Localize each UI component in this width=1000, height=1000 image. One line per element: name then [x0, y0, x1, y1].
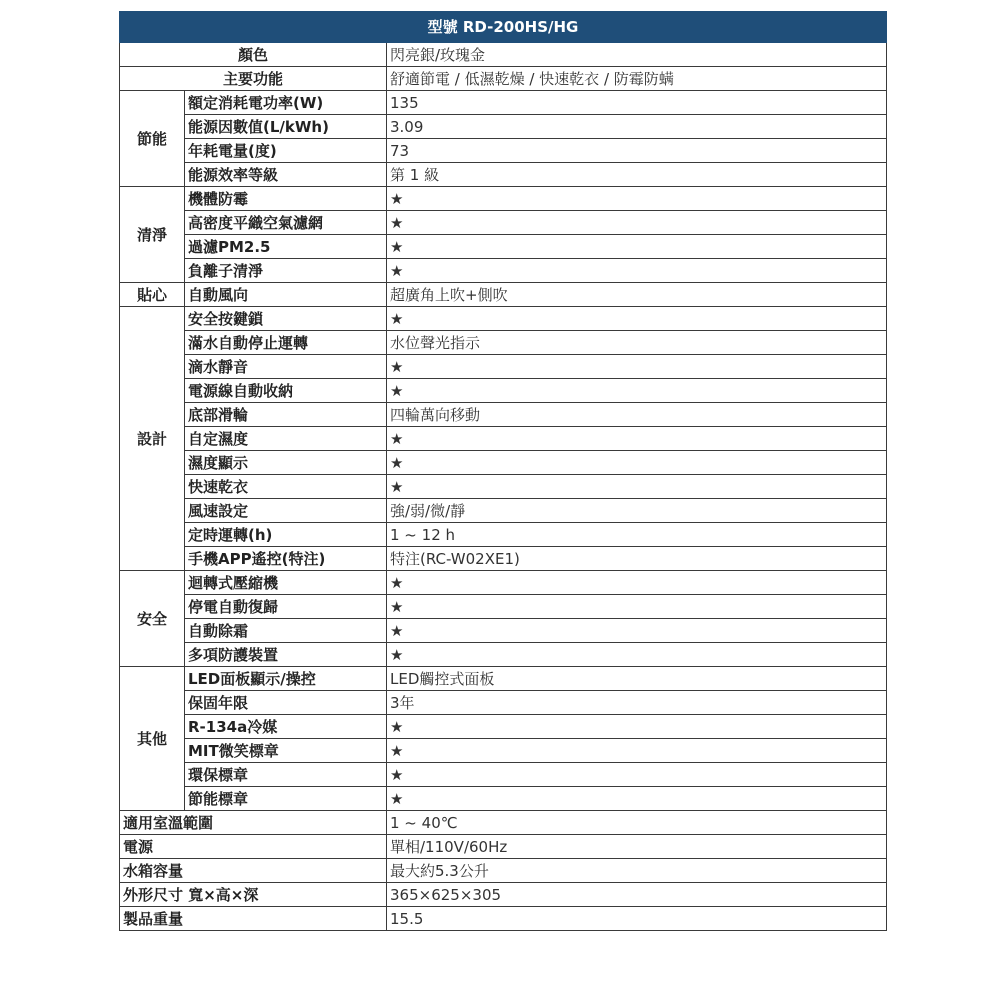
spec-label: 迴轉式壓縮機: [185, 571, 387, 595]
spec-value: 特注(RC-W02XE1): [387, 547, 887, 571]
spec-value: 水位聲光指示: [387, 331, 887, 355]
table-row: [120, 859, 887, 883]
table-row: [120, 427, 887, 451]
spec-label: 保固年限: [185, 691, 387, 715]
spec-value: ★: [387, 571, 887, 595]
table-row: [120, 739, 887, 763]
spec-value: ★: [387, 595, 887, 619]
spec-label: LED面板顯示/操控: [185, 667, 387, 691]
spec-value: 最大約5.3公升: [387, 859, 887, 883]
spec-value: ★: [387, 427, 887, 451]
spec-value: 第 1 級: [387, 163, 887, 187]
table-row: [120, 763, 887, 787]
spec-label: 滿水自動停止運轉: [185, 331, 387, 355]
table-row: [120, 499, 887, 523]
spec-label: R-134a冷媒: [185, 715, 387, 739]
spec-value: 365×625×305: [387, 883, 887, 907]
spec-value: 1 ~ 12 h: [387, 523, 887, 547]
spec-value: ★: [387, 787, 887, 811]
spec-label: 能源效率等級: [185, 163, 387, 187]
spec-value: ★: [387, 235, 887, 259]
spec-label: MIT微笑標章: [185, 739, 387, 763]
spec-value: 舒適節電 / 低濕乾燥 / 快速乾衣 / 防霉防螨: [387, 67, 887, 91]
spec-label: 停電自動復歸: [185, 595, 387, 619]
table-row: [120, 115, 887, 139]
spec-value: ★: [387, 187, 887, 211]
spec-value: 閃亮銀/玫瑰金: [387, 43, 887, 67]
spec-label: 年耗電量(度): [185, 139, 387, 163]
table-row: [120, 403, 887, 427]
spec-value: ★: [387, 259, 887, 283]
table-row: [120, 547, 887, 571]
spec-value: 73: [387, 139, 887, 163]
spec-label: 自動除霜: [185, 619, 387, 643]
table-row: [120, 691, 887, 715]
spec-value: ★: [387, 379, 887, 403]
spec-table: [119, 11, 887, 931]
spec-label: 風速設定: [185, 499, 387, 523]
spec-label: 電源: [120, 835, 387, 859]
spec-value: ★: [387, 715, 887, 739]
spec-label: 額定消耗電功率(W): [185, 91, 387, 115]
table-row: [120, 259, 887, 283]
table-row: [120, 883, 887, 907]
spec-label: 滴水靜音: [185, 355, 387, 379]
spec-label: 自定濕度: [185, 427, 387, 451]
spec-value: ★: [387, 355, 887, 379]
spec-label: 機體防霉: [185, 187, 387, 211]
spec-value: ★: [387, 763, 887, 787]
spec-label: 負離子清淨: [185, 259, 387, 283]
spec-label: 手機APP遙控(特注): [185, 547, 387, 571]
spec-label: 安全按鍵鎖: [185, 307, 387, 331]
table-row: [120, 187, 887, 211]
table-row: [120, 91, 887, 115]
table-row: [120, 451, 887, 475]
spec-label: 製品重量: [120, 907, 387, 931]
spec-label: 主要功能: [120, 67, 387, 91]
table-row: [120, 595, 887, 619]
table-row: [120, 475, 887, 499]
spec-value: ★: [387, 211, 887, 235]
table-row: [120, 307, 887, 331]
table-row: [120, 283, 887, 307]
table-row: [120, 715, 887, 739]
spec-value: 15.5: [387, 907, 887, 931]
spec-value: ★: [387, 739, 887, 763]
spec-label: 環保標章: [185, 763, 387, 787]
spec-label: 過濾PM2.5: [185, 235, 387, 259]
table-row: [120, 523, 887, 547]
table-row: [120, 211, 887, 235]
model-title: 型號 RD-200HS/HG: [120, 12, 887, 43]
table-row: [120, 139, 887, 163]
spec-value: ★: [387, 643, 887, 667]
spec-value: 1 ~ 40℃: [387, 811, 887, 835]
spec-label: 水箱容量: [120, 859, 387, 883]
category-cell: 設計: [120, 307, 185, 571]
spec-value: 單相/110V/60Hz: [387, 835, 887, 859]
table-row: [120, 355, 887, 379]
table-row: [120, 619, 887, 643]
spec-label: 自動風向: [185, 283, 387, 307]
spec-value: 135: [387, 91, 887, 115]
spec-label: 節能標章: [185, 787, 387, 811]
category-cell: 貼心: [120, 283, 185, 307]
spec-value: LED觸控式面板: [387, 667, 887, 691]
spec-value: 四輪萬向移動: [387, 403, 887, 427]
table-row: [120, 907, 887, 931]
spec-label: 多項防護裝置: [185, 643, 387, 667]
spec-value: ★: [387, 619, 887, 643]
title-row: [120, 12, 887, 43]
spec-value: 強/弱/微/靜: [387, 499, 887, 523]
spec-label: 外形尺寸 寬×高×深: [120, 883, 387, 907]
table-row: [120, 163, 887, 187]
spec-value: 3年: [387, 691, 887, 715]
spec-label: 適用室溫範圍: [120, 811, 387, 835]
category-cell: 清淨: [120, 187, 185, 283]
table-row: [120, 379, 887, 403]
spec-value: 超廣角上吹+側吹: [387, 283, 887, 307]
table-row: [120, 835, 887, 859]
table-row: [120, 43, 887, 67]
table-row: [120, 571, 887, 595]
spec-label: 定時運轉(h): [185, 523, 387, 547]
spec-label: 底部滑輪: [185, 403, 387, 427]
table-row: [120, 235, 887, 259]
table-row: [120, 67, 887, 91]
spec-value: ★: [387, 451, 887, 475]
table-row: [120, 787, 887, 811]
spec-label: 顏色: [120, 43, 387, 67]
spec-label: 能源因數值(L/kWh): [185, 115, 387, 139]
spec-table-body: [120, 12, 887, 931]
spec-label: 高密度平織空氣濾網: [185, 211, 387, 235]
table-row: [120, 643, 887, 667]
category-cell: 其他: [120, 667, 185, 811]
category-cell: 安全: [120, 571, 185, 667]
spec-label: 快速乾衣: [185, 475, 387, 499]
table-row: [120, 331, 887, 355]
category-cell: 節能: [120, 91, 185, 187]
spec-value: 3.09: [387, 115, 887, 139]
spec-value: ★: [387, 307, 887, 331]
spec-label: 濕度顯示: [185, 451, 387, 475]
spec-value: ★: [387, 475, 887, 499]
table-row: [120, 811, 887, 835]
table-row: [120, 667, 887, 691]
spec-label: 電源線自動收納: [185, 379, 387, 403]
